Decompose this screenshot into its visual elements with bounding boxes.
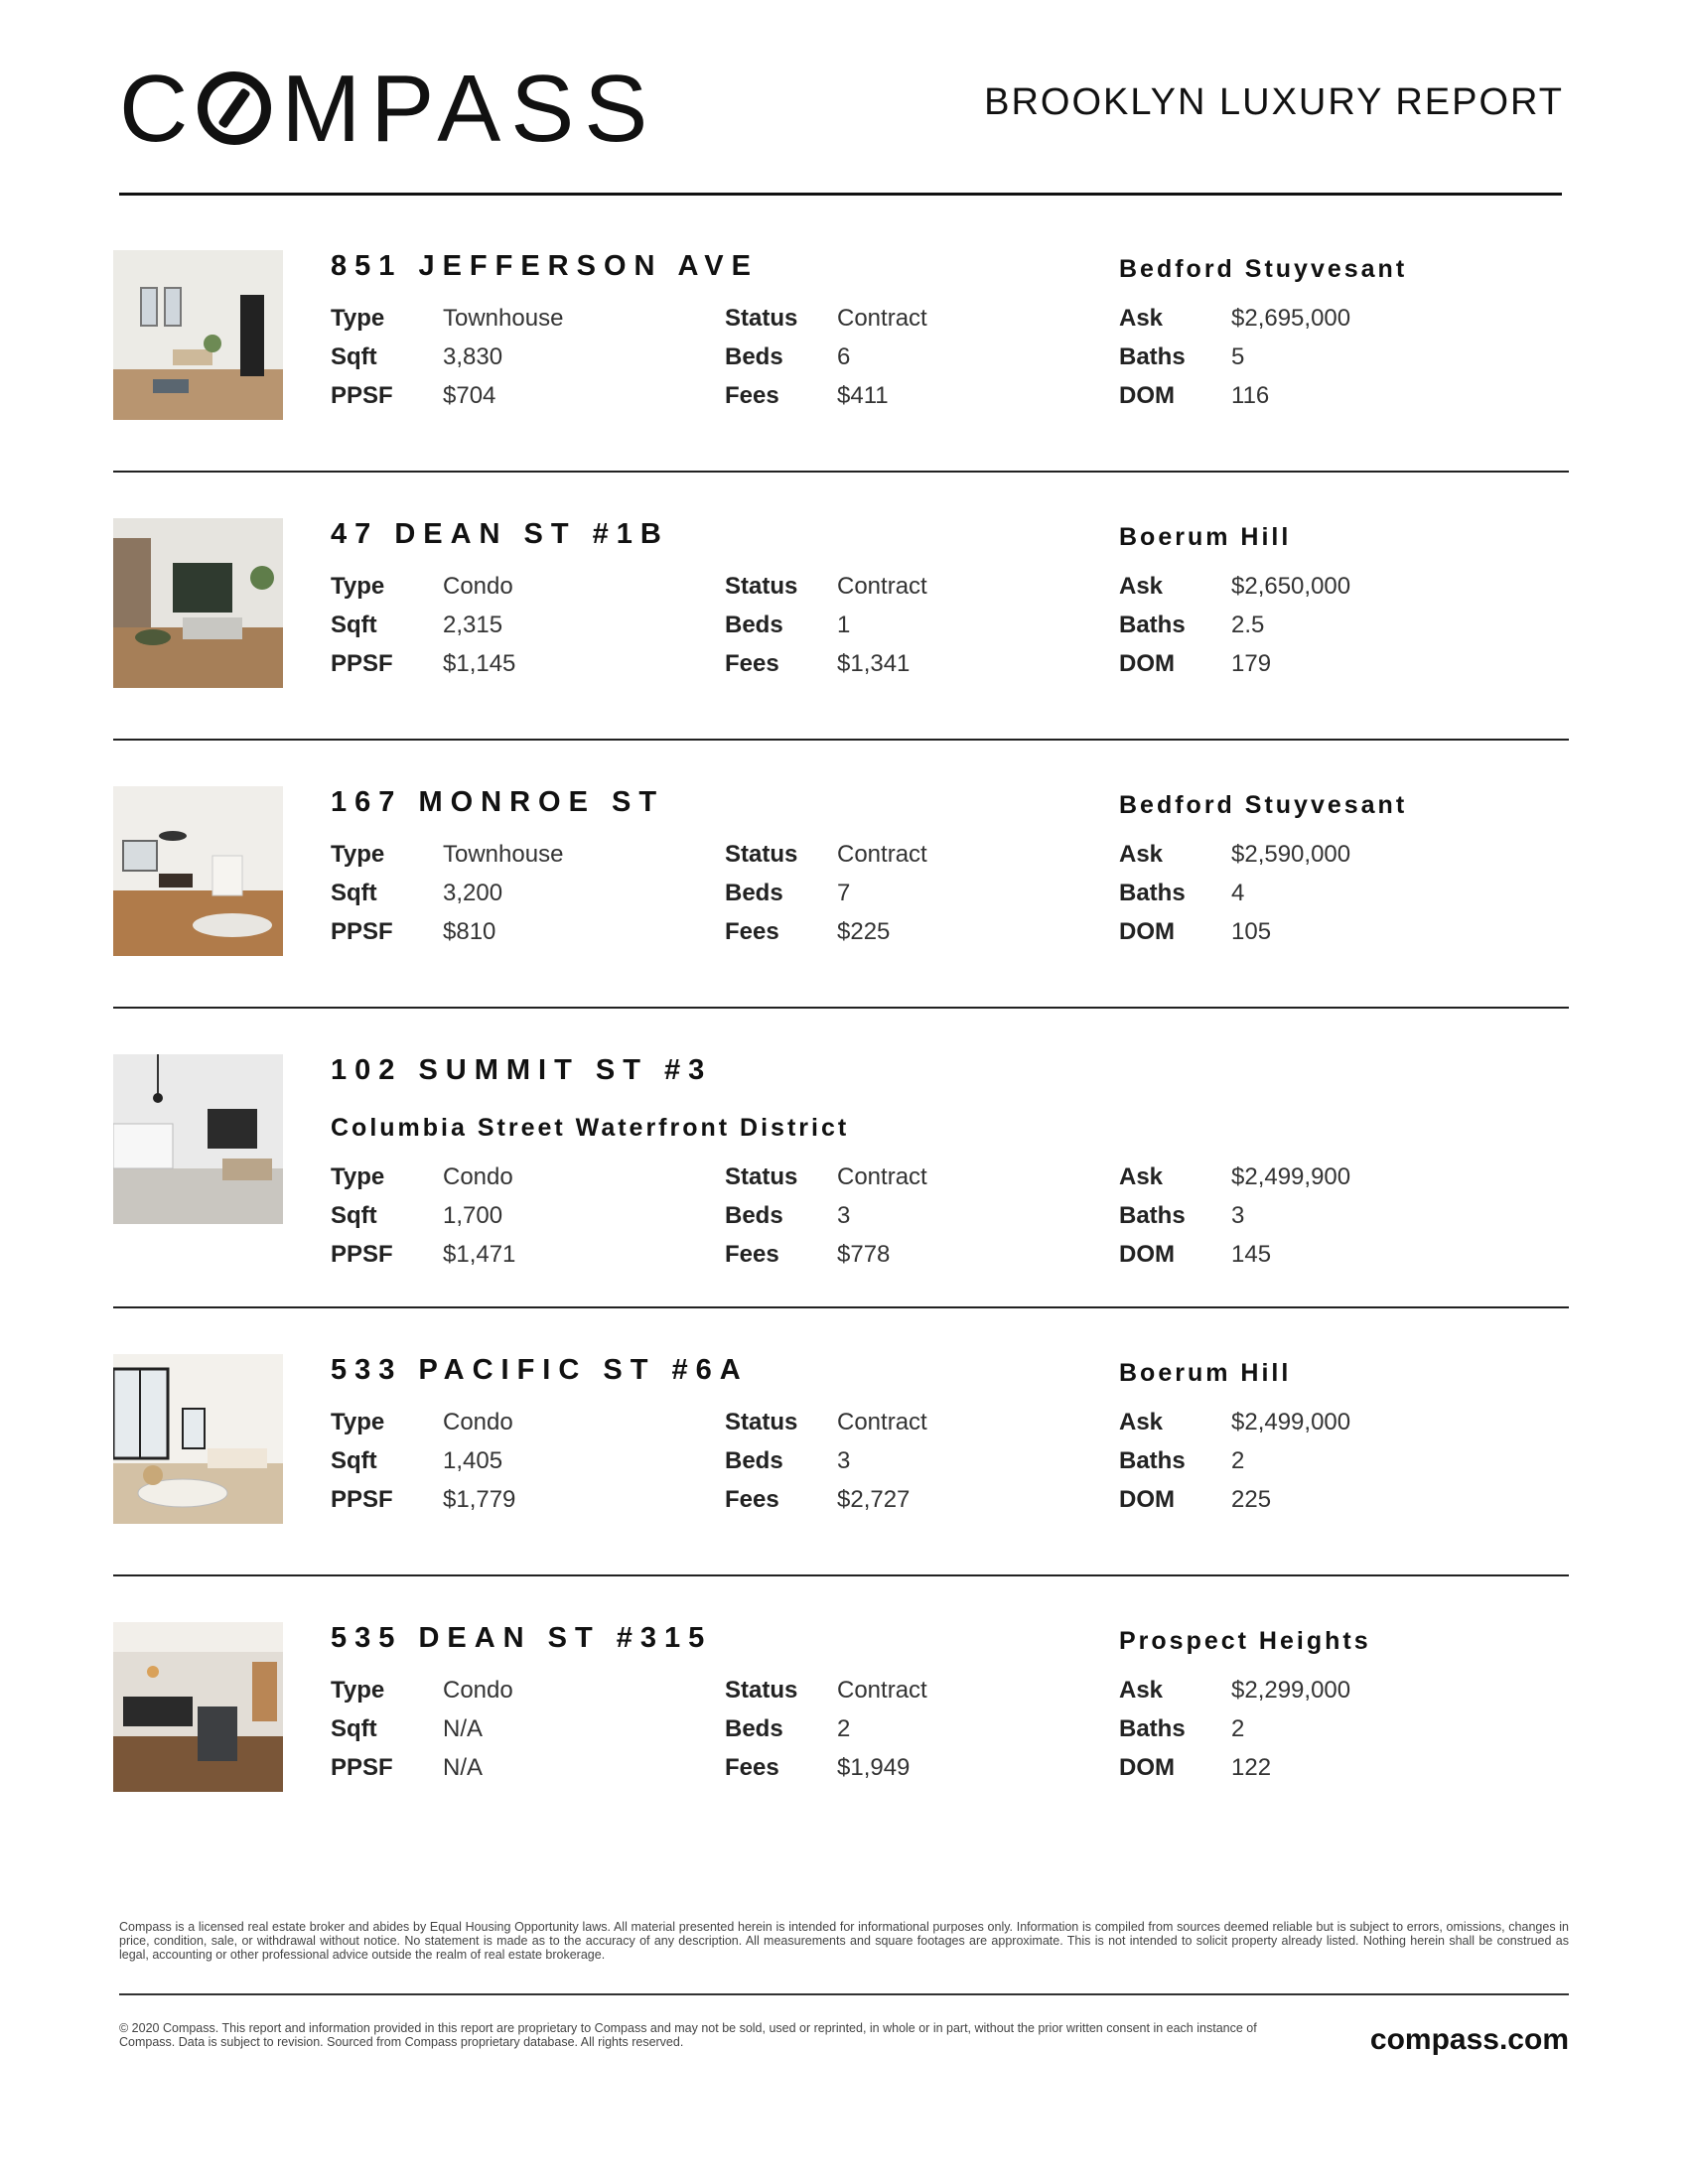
listing-address: 102 SUMMIT ST #3: [331, 1054, 713, 1086]
copyright-notice: © 2020 Compass. This report and information provided in this report are proprietary to Compass and may not be sold, used or reprinted, in whole or in part, without the prior written consent in each instance of Compass. Data is subject to revision. Sourced from Compass proprietary database. All rights reserved.: [119, 2021, 1257, 2049]
listing-divider: [113, 1574, 1569, 1576]
listing-neighborhood: Boerum Hill: [1119, 523, 1292, 551]
footer-divider: [119, 1993, 1569, 1995]
listing-neighborhood: Bedford Stuyvesant: [1119, 255, 1408, 283]
report-title: BROOKLYN LUXURY REPORT: [984, 81, 1564, 123]
listing-divider: [113, 1007, 1569, 1009]
listing-neighborhood: Boerum Hill: [1119, 1359, 1292, 1387]
compass-o-icon: [198, 71, 271, 145]
listing-divider: [113, 471, 1569, 473]
listing-neighborhood: Columbia Street Waterfront District: [331, 1114, 850, 1142]
listing-divider: [113, 1306, 1569, 1308]
compass-logo: C MPASS: [119, 56, 658, 162]
listing-neighborhood: Prospect Heights: [1119, 1627, 1371, 1655]
listing-neighborhood: Bedford Stuyvesant: [1119, 791, 1408, 819]
listing-address: 47 DEAN ST #1B: [331, 518, 669, 550]
listing-divider: [113, 739, 1569, 741]
listing-photo: [113, 250, 283, 420]
listing-photo: [113, 1354, 283, 1524]
listing-photo: [113, 1054, 283, 1224]
legal-disclaimer: Compass is a licensed real estate broker and abides by Equal Housing Opportunity laws. All material presented herein is intended for informational purposes only. Information is compiled from sources deemed reliable but is subject to errors, omissions, changes in price, condition, sale, or withdrawal without notice. No statement is made as to the accuracy of any description. All measurements and square footages are approximate. This is not intended to solicit property already listed. Nothing herein shall be construed as legal, accounting or other professional advice outside the realm of real estate brokerage.: [119, 1920, 1569, 1962]
header-divider: [119, 193, 1562, 196]
listing-address: 533 PACIFIC ST #6A: [331, 1354, 749, 1386]
listing-photo: [113, 518, 283, 688]
listing-address: 851 JEFFERSON AVE: [331, 250, 759, 282]
website-link[interactable]: compass.com: [1369, 2023, 1569, 2056]
listing-photo: [113, 786, 283, 956]
listing-photo: [113, 1622, 283, 1792]
listing-address: 535 DEAN ST #315: [331, 1622, 713, 1654]
listing-address: 167 MONROE ST: [331, 786, 665, 818]
